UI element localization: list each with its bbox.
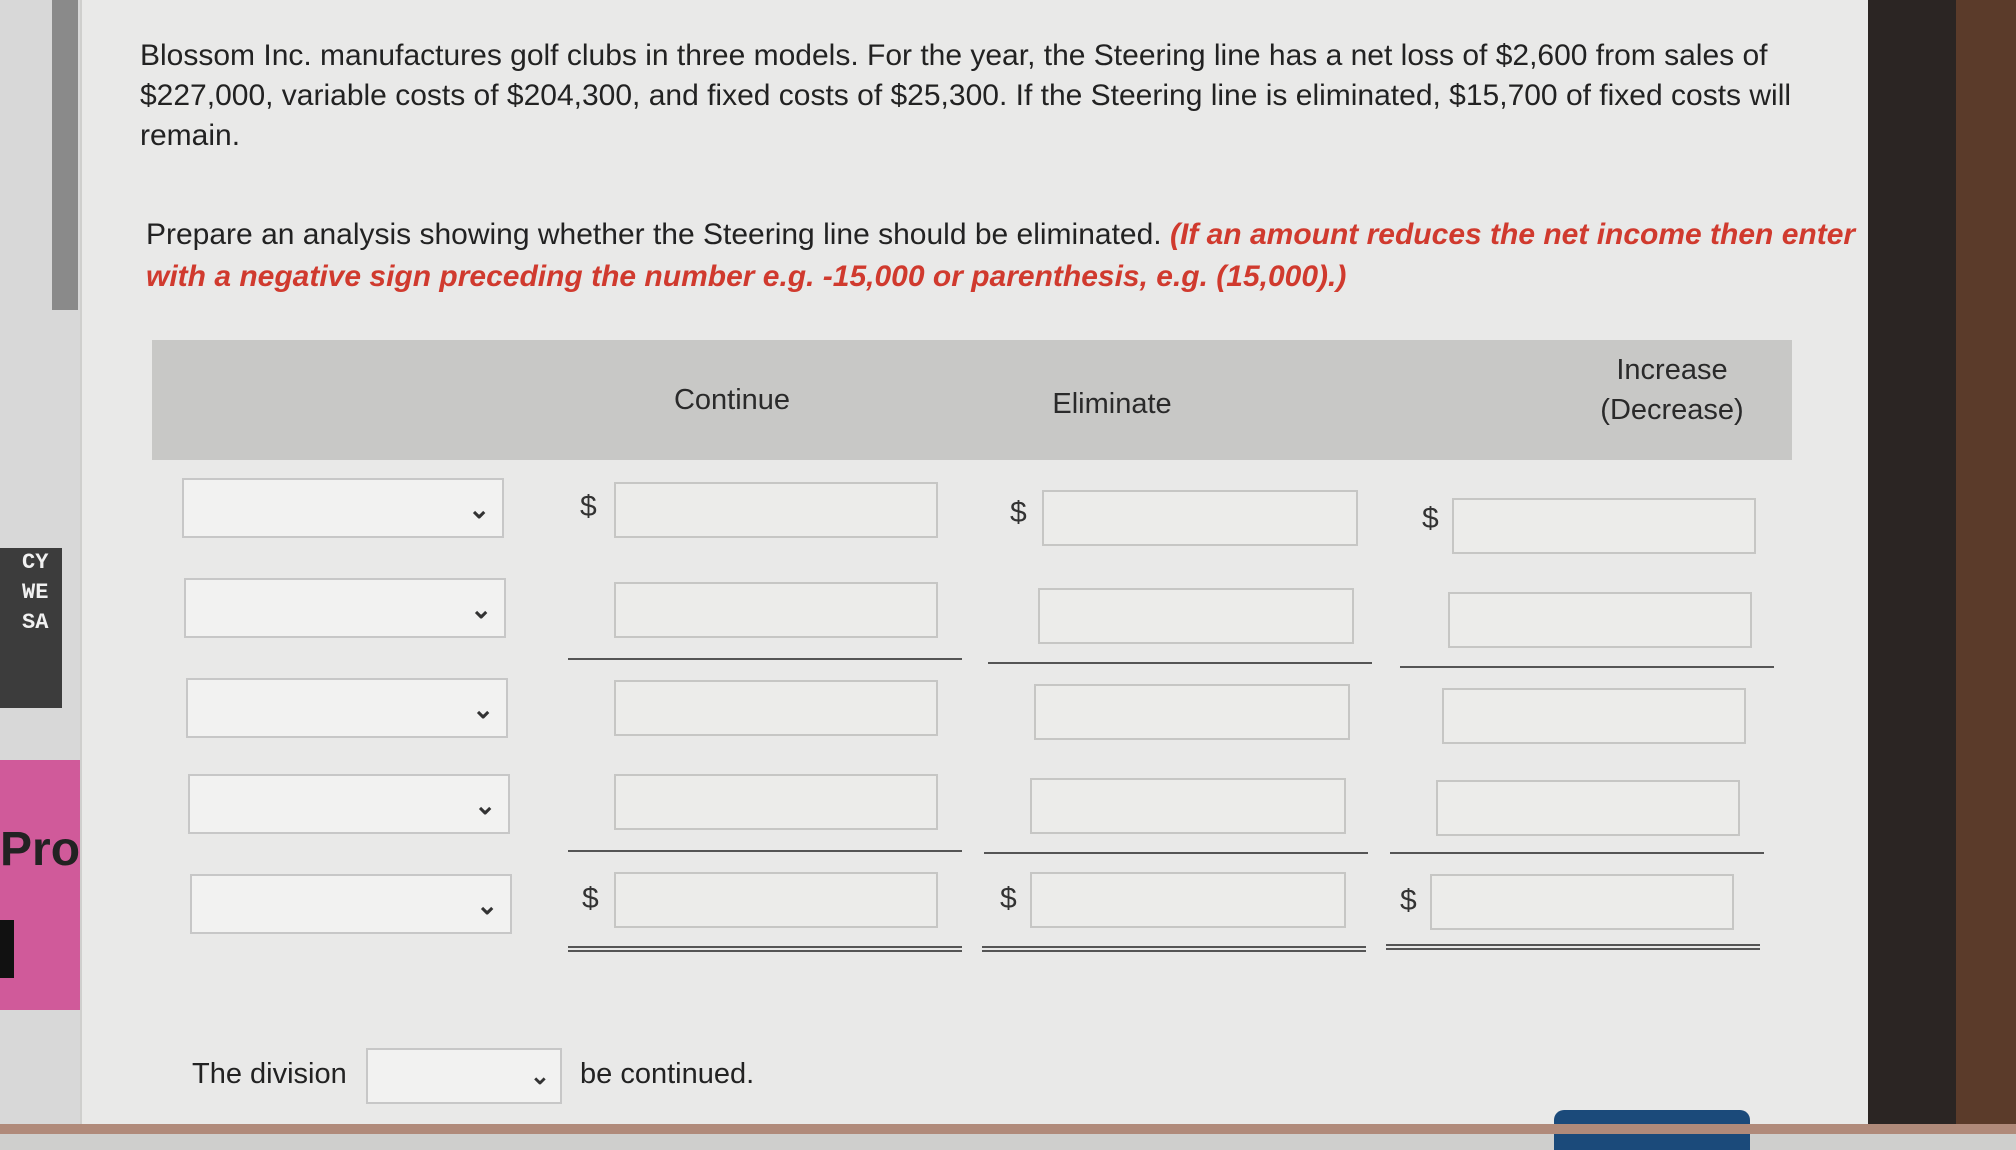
bottom-edge bbox=[0, 1124, 2016, 1134]
continue-input[interactable] bbox=[614, 482, 938, 538]
chevron-down-icon: ⌄ bbox=[474, 790, 496, 820]
row-item-select[interactable] bbox=[182, 478, 504, 538]
header-increase bbox=[1572, 350, 1772, 430]
row-item-select[interactable] bbox=[188, 774, 510, 834]
side-tab-line: SA bbox=[22, 610, 49, 635]
currency-symbol: $ bbox=[582, 882, 599, 915]
continue-input[interactable] bbox=[614, 774, 938, 830]
eliminate-input[interactable] bbox=[1038, 588, 1354, 644]
subtotal-line bbox=[984, 852, 1368, 854]
total-double-line bbox=[568, 946, 962, 952]
currency-symbol: $ bbox=[1010, 496, 1027, 529]
instruction-note: (If an amount reduces the net income then enter with a negative sign preceding the number e.g. -15,000 or parenthesis, e.g. (15,000).) bbox=[146, 218, 1856, 293]
total-double-line bbox=[1386, 944, 1760, 950]
side-banner bbox=[0, 760, 80, 1010]
chevron-down-icon: ⌄ bbox=[468, 494, 490, 524]
scrollbar[interactable] bbox=[52, 0, 78, 310]
instruction-text bbox=[146, 214, 1866, 298]
eliminate-input[interactable] bbox=[1042, 490, 1358, 546]
increase-input[interactable] bbox=[1442, 688, 1746, 744]
eliminate-input[interactable] bbox=[1034, 684, 1350, 740]
table-header bbox=[152, 340, 1792, 460]
row-item-select[interactable] bbox=[184, 578, 506, 638]
currency-symbol: $ bbox=[580, 490, 597, 523]
question-panel bbox=[82, 0, 1868, 1134]
subtotal-line bbox=[1390, 852, 1764, 854]
question-text: Blossom Inc. manufactures golf clubs in three models. For the year, the Steering line has a net loss of $2,600 from sales of $227,000, variable costs of $204,300, and fixed costs of $25,300. If the Steering line is eliminated, $15,700 of fixed costs will remain. bbox=[140, 39, 1792, 152]
increase-input[interactable] bbox=[1436, 780, 1740, 836]
continue-input[interactable] bbox=[614, 582, 938, 638]
side-banner-text: Pro bbox=[0, 823, 81, 876]
side-banner-bar bbox=[0, 920, 14, 978]
header-increase-line2: (Decrease) bbox=[1600, 394, 1744, 426]
side-tab-line: WE bbox=[22, 580, 49, 605]
header-increase-line1: Increase bbox=[1616, 354, 1728, 386]
chevron-down-icon: ⌄ bbox=[470, 594, 492, 624]
subtotal-line bbox=[1400, 666, 1774, 668]
side-tab-line: CY bbox=[22, 550, 49, 575]
currency-symbol: $ bbox=[1000, 882, 1017, 915]
currency-symbol: $ bbox=[1400, 884, 1417, 917]
currency-symbol: $ bbox=[1422, 502, 1439, 535]
chevron-down-icon: ⌄ bbox=[529, 1063, 550, 1090]
instruction-main: Prepare an analysis showing whether the Steering line should be eliminated. bbox=[146, 218, 1162, 251]
chevron-down-icon: ⌄ bbox=[476, 890, 498, 920]
increase-input[interactable] bbox=[1448, 592, 1752, 648]
subtotal-line bbox=[568, 658, 962, 660]
subtotal-line bbox=[568, 850, 962, 852]
increase-input[interactable] bbox=[1430, 874, 1734, 930]
header-continue: Continue bbox=[673, 384, 791, 416]
increase-input[interactable] bbox=[1452, 498, 1756, 554]
continue-input[interactable] bbox=[614, 680, 938, 736]
subtotal-line bbox=[988, 662, 1372, 664]
conclusion-suffix: be continued. bbox=[580, 1058, 755, 1090]
row-item-select[interactable] bbox=[186, 678, 508, 738]
conclusion-select[interactable] bbox=[366, 1048, 562, 1104]
eliminate-input[interactable] bbox=[1030, 872, 1346, 928]
side-tab[interactable] bbox=[0, 548, 62, 708]
total-double-line bbox=[982, 946, 1366, 952]
chevron-down-icon: ⌄ bbox=[472, 694, 494, 724]
row-item-select[interactable] bbox=[190, 874, 512, 934]
header-eliminate: Eliminate bbox=[1052, 388, 1172, 420]
eliminate-input[interactable] bbox=[1030, 778, 1346, 834]
continue-input[interactable] bbox=[614, 872, 938, 928]
conclusion-prefix: The division bbox=[192, 1058, 347, 1090]
background-wood bbox=[1956, 0, 2016, 1134]
